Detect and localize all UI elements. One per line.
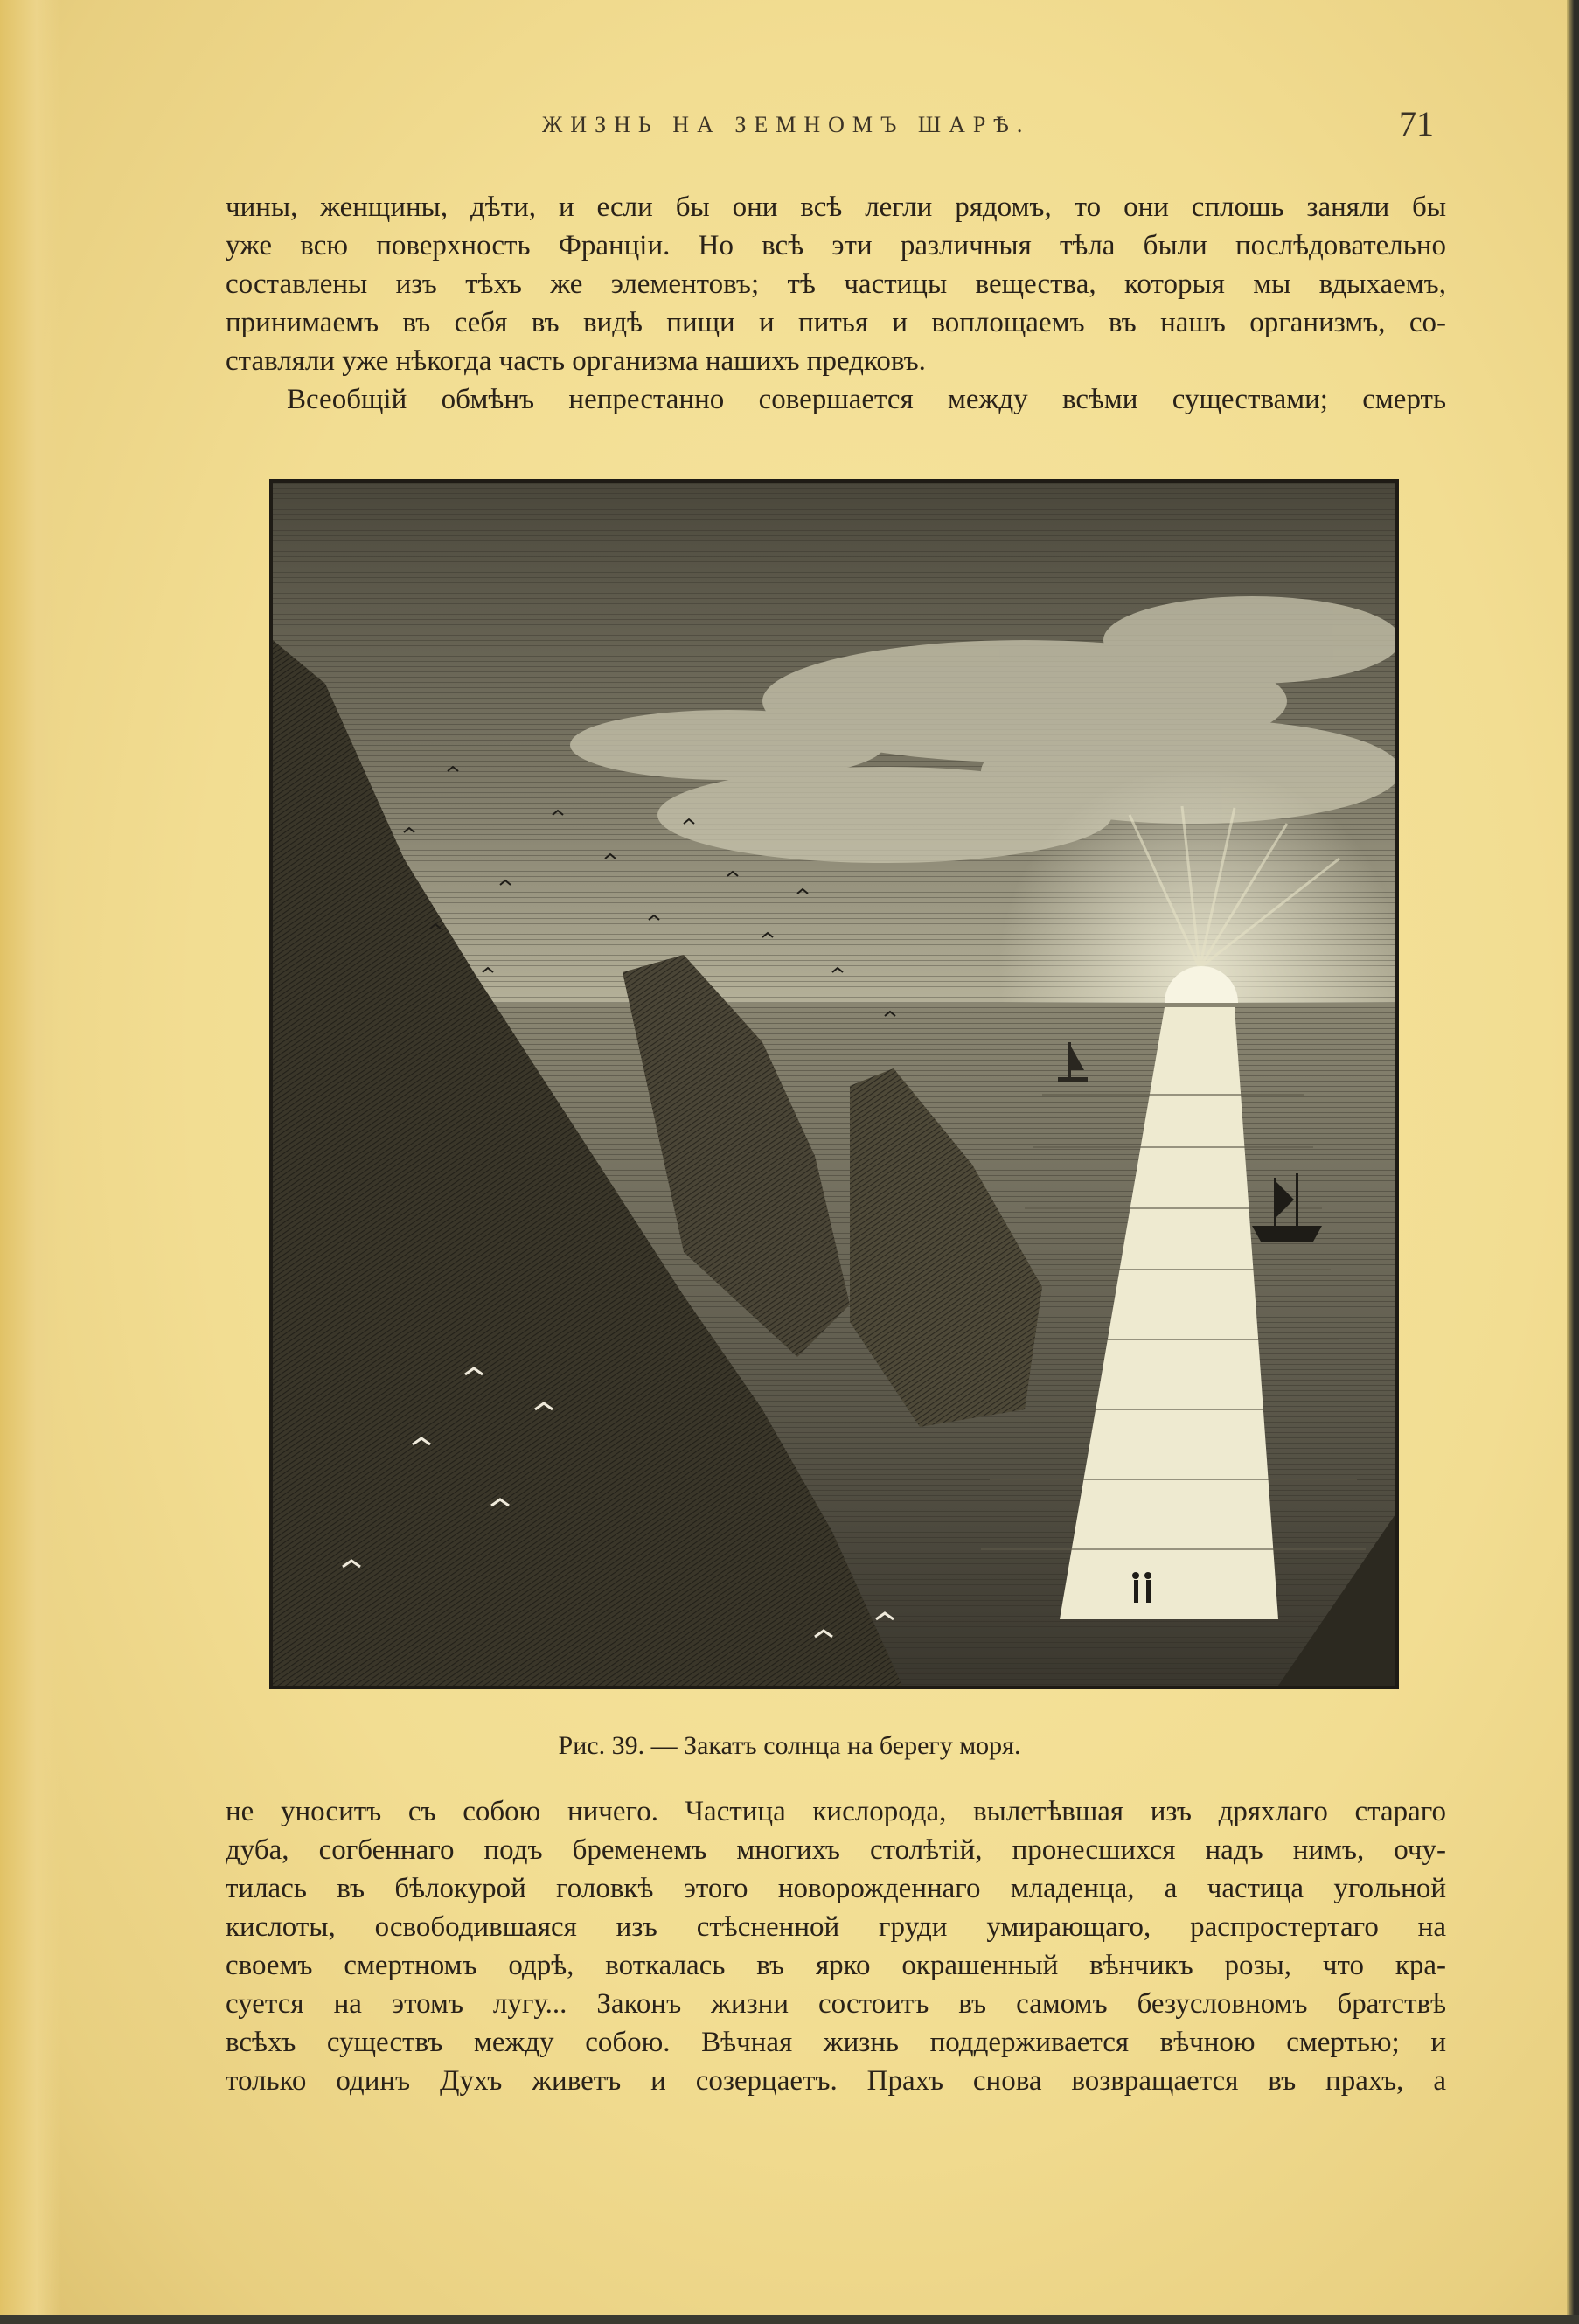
top-paragraph <box>226 188 1446 419</box>
text-line: не уноситъ съ собою ничего. Частица кислорода, вылетѣвшая изъ дряхлаго стараго <box>226 1796 1446 1827</box>
page-number: 71 <box>1399 104 1434 143</box>
running-header: ЖИЗНЬ НА ЗЕМНОМЪ ШАРѢ. <box>542 112 1031 137</box>
engraving-illustration <box>273 483 1395 1686</box>
text-line: принимаемъ въ себя въ видѣ пищи и питья и воплощаемъ въ нашъ организмъ, со- <box>226 307 1446 338</box>
text-line: чины, женщины, дѣти, и если бы они всѣ легли рядомъ, то они сплошь заняли бы <box>226 191 1446 223</box>
engraving-sunset-sea-cliffs <box>269 479 1399 1689</box>
text-line: только одинъ Духъ живетъ и созерцаетъ. Прахъ снова возвращается въ прахъ, а <box>226 2065 1446 2097</box>
page-left-shadow <box>0 0 61 2324</box>
text-line: всѣхъ существъ между собою. Вѣчная жизнь поддерживается вѣчною смертью; и <box>226 2027 1446 2058</box>
text-line: кислоты, освободившаяся изъ стѣсненной груди умирающаго, распростертаго на <box>226 1911 1446 1943</box>
page-right-edge <box>1567 0 1579 2324</box>
text-line: своемъ смертномъ одрѣ, воткалась въ ярко окрашенный вѣнчикъ розы, что кра- <box>226 1950 1446 1981</box>
bottom-paragraph <box>226 1792 1446 2100</box>
text-line: уже всю поверхность Франціи. Но всѣ эти различныя тѣла были послѣдовательно <box>226 230 1446 261</box>
figure-caption: Рис. 39. — Закатъ солнца на берегу моря. <box>558 1731 1021 1760</box>
text-line: ставляли уже нѣкогда часть организма нашихъ предковъ. <box>226 345 926 377</box>
text-line: тилась въ бѣлокурой головкѣ этого новорожденнаго младенца, а частица угольной <box>226 1873 1446 1904</box>
text-line: дуба, согбеннаго подъ бременемъ многихъ столѣтій, пронесшихся надъ нимъ, очу- <box>226 1834 1446 1866</box>
text-line: суется на этомъ лугу... Законъ жизни состоитъ въ самомъ безусловномъ братствѣ <box>226 1988 1446 2020</box>
text-line: составлены изъ тѣхъ же элементовъ; тѣ частицы вещества, которыя мы вдыхаемъ, <box>226 268 1446 300</box>
text-line: Всеобщій обмѣнъ непрестанно совершается между всѣми существами; смерть <box>287 384 1446 415</box>
page-bottom-edge <box>0 2315 1579 2324</box>
